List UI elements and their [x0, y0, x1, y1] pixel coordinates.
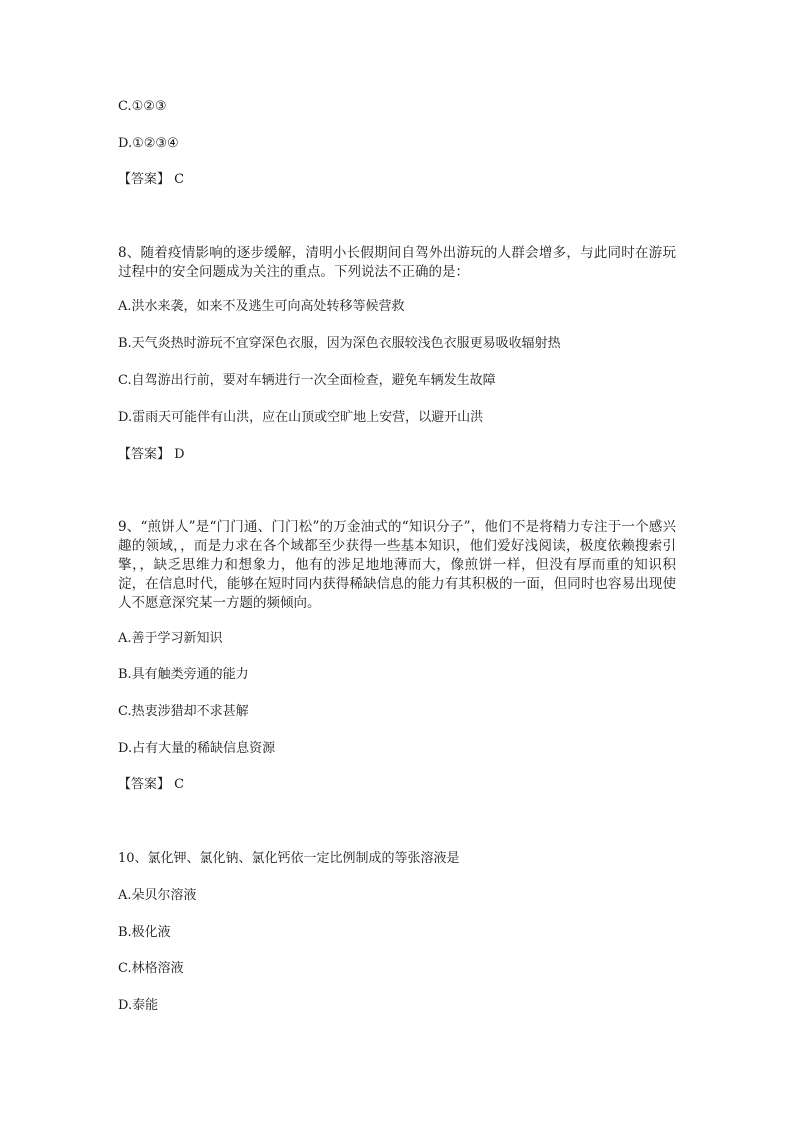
q10-stem: 10、氯化钾、氯化钠、氯化钙依一定比例制成的等张溶液是 — [118, 851, 460, 866]
q9-option-a: A.善于学习新知识 — [118, 631, 223, 646]
q10-option-b: B.极化液 — [118, 925, 171, 940]
q10-option-c: C.林格溶液 — [118, 961, 184, 976]
q9-option-b: B.具有触类旁通的能力 — [118, 667, 249, 682]
q9-stem: 9、“煎饼人”是“门门通、门门松”的万金油式的“知识分子”，他们不是将精力专注于一个感兴趣的领域，，而是力求在各个域都至少获得一些基本知识，他们爱好浅阅读，极度依赖搜索引擎，，缺乏思维力和想象力，他有的涉足地地薄而大，像煎饼一样，但没有厚而重的知识积淀，在信息时代，能够在短时同内获得稀缺信息的能力有其积极的一面，但同时也容易出现使人不愿意深究某一方题的频倾向。 — [118, 519, 676, 611]
q8-answer: 【答案】 D — [118, 447, 185, 462]
q8-option-d: D.雷雨天可能伴有山洪，应在山顶或空旷地上安营，以避开山洪 — [118, 410, 484, 425]
q7-option-d: D.①②③④ — [118, 136, 179, 151]
q8-option-a: A.洪水来袭，如来不及逃生可向高处转移等候营救 — [118, 299, 405, 314]
q10-option-d: D.泰能 — [118, 998, 159, 1013]
q9-answer: 【答案】 C — [118, 777, 185, 792]
q8-option-c: C.自驾游出行前，要对车辆进行一次全面检查，避免车辆发生故障 — [118, 373, 496, 388]
q8-option-b: B.天气炎热时游玩不宜穿深色衣服，因为深色衣服较浅色衣服更易吸收辐射热 — [118, 336, 561, 351]
q9-option-c: C.热衷涉猎却不求甚解 — [118, 704, 249, 719]
q8-stem: 8、随着疫情影响的逐步缓解，清明小长假期间自驾外出游玩的人群会增多，与此同时在游玩过程中的安全问题成为关注的重点。下列说法不正确的是： — [118, 245, 676, 280]
q7-option-c: C.①②③ — [118, 99, 167, 114]
q9-option-d: D.占有大量的稀缺信息资源 — [118, 741, 276, 756]
q10-option-a: A.朵贝尔溶液 — [118, 888, 197, 903]
q7-answer: 【答案】 C — [118, 172, 185, 187]
